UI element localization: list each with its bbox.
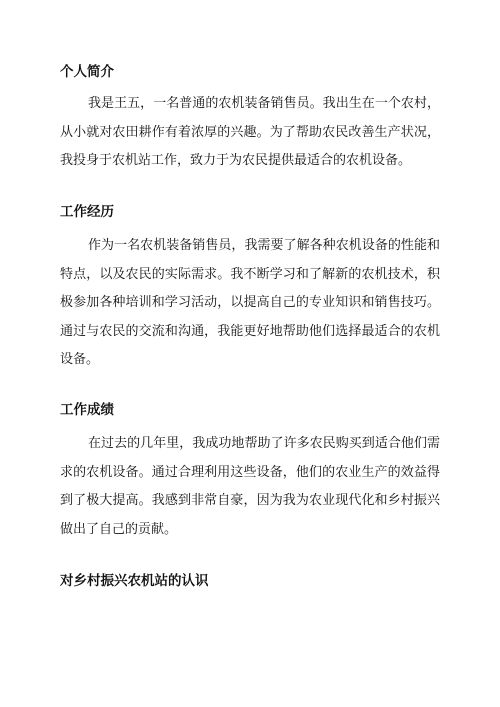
paragraph-line: 极参加各种培训和学习活动，以提高自己的专业知识和销售技巧。 (60, 295, 440, 311)
paragraph-line: 特点，以及农民的实际需求。我不断学习和了解新的农机技术，积 (60, 266, 440, 282)
section-paragraph-profile (60, 90, 440, 176)
section-paragraph-achievements (60, 430, 440, 544)
paragraph-line: 到了极大提高。我感到非常自豪，因为我为农业现代化和乡村振兴 (60, 493, 440, 509)
section-heading-experience: 工作经历 (60, 204, 114, 220)
paragraph-line: 从小就对农田耕作有着浓厚的兴趣。为了帮助农民改善生产状况， (60, 124, 440, 140)
paragraph-line: 作为一名农机装备销售员，我需要了解各种农机设备的性能和 (88, 238, 440, 253)
section-heading-profile: 个人简介 (60, 64, 114, 80)
paragraph-line: 我投身于农机站工作，致力于为农民提供最适合的农机设备。 (60, 153, 412, 169)
section-heading-achievements: 工作成绩 (60, 402, 114, 418)
section-heading-rural-revitalization: 对乡村振兴农机站的认识 (60, 573, 209, 589)
paragraph-line: 设备。 (60, 352, 100, 368)
paragraph-line: 通过与农民的交流和沟通，我能更好地帮助他们选择最适合的农机 (60, 323, 440, 339)
section-paragraph-experience (60, 232, 440, 375)
paragraph-line: 在过去的几年里，我成功地帮助了许多农民购买到适合他们需 (88, 436, 440, 451)
paragraph-line: 做出了自己的贡献。 (60, 521, 178, 537)
paragraph-line: 求的农机设备。通过合理利用这些设备，他们的农业生产的效益得 (60, 464, 440, 480)
paragraph-line: 我是王五，一名普通的农机装备销售员。我出生在一个农村， (88, 96, 440, 111)
